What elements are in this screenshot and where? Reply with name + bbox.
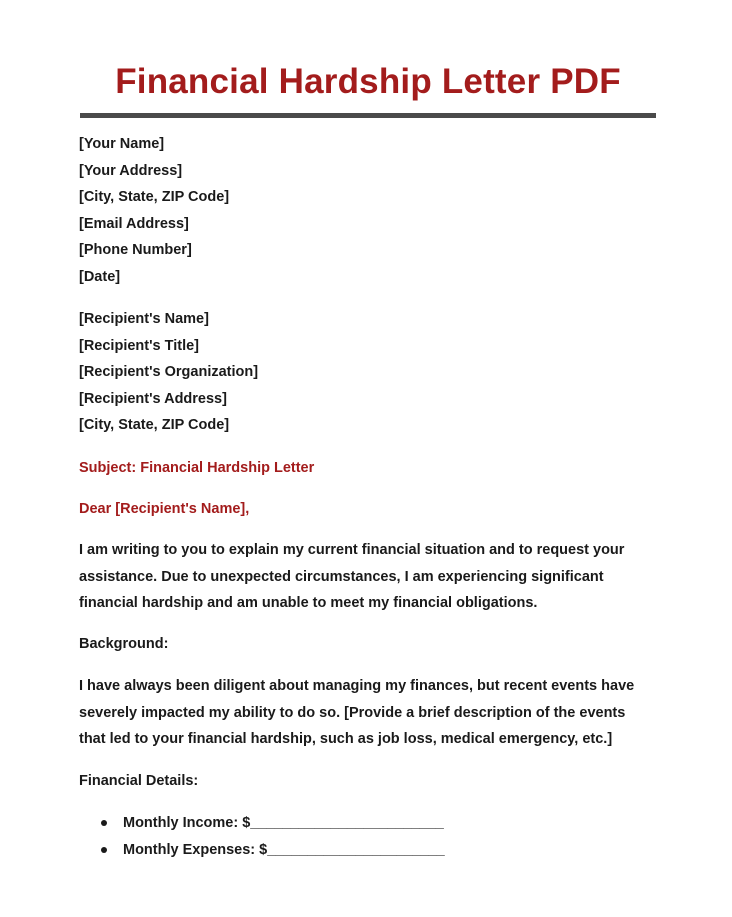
intro-line: assistance. Due to unexpected circumstances, I am experiencing significant <box>79 568 604 585</box>
recipient-title: [Recipient's Title] <box>79 337 200 354</box>
monthly-expenses-field: Monthly Expenses: $______________________ <box>123 841 445 858</box>
title-underline <box>80 113 656 118</box>
list-item <box>79 810 669 837</box>
sender-name: [Your Name] <box>79 136 165 152</box>
recipient-organization: [Recipient's Organization] <box>79 364 259 381</box>
list-item <box>79 837 669 864</box>
subject-line: Subject: Financial Hardship Letter <box>79 460 315 476</box>
document-title: Financial Hardship Letter PDF <box>115 62 621 101</box>
bullet-icon <box>101 847 107 853</box>
background-paragraph <box>79 673 669 753</box>
monthly-income-field: Monthly Income: $________________________ <box>123 815 444 831</box>
background-line: severely impacted my ability to do so. [Provide a brief description of the events <box>79 704 626 721</box>
letter-date: [Date] <box>79 268 121 285</box>
sender-address: [Your Address] <box>79 162 183 179</box>
salutation: Dear [Recipient's Name], <box>79 501 250 517</box>
sender-city-state-zip: [City, State, ZIP Code] <box>79 189 230 206</box>
background-heading: Background: <box>79 636 169 652</box>
background-line: that led to your financial hardship, such as job loss, medical emergency, etc.] <box>79 731 613 748</box>
recipient-block <box>79 306 669 439</box>
recipient-city-state-zip: [City, State, ZIP Code] <box>79 417 230 434</box>
sender-block <box>79 131 669 291</box>
sender-phone: [Phone Number] <box>79 242 192 259</box>
intro-line: I am writing to you to explain my current financial situation and to request your <box>79 542 625 558</box>
sender-email: [Email Address] <box>79 215 189 232</box>
bullet-icon <box>101 820 107 826</box>
background-line: I have always been diligent about managing my finances, but recent events have <box>79 678 635 694</box>
financial-details-list <box>79 810 669 863</box>
recipient-address: [Recipient's Address] <box>79 390 227 407</box>
intro-line: financial hardship and am unable to meet my financial obligations. <box>79 595 538 612</box>
recipient-name: [Recipient's Name] <box>79 311 209 327</box>
intro-paragraph <box>79 537 669 617</box>
financial-details-heading: Financial Details: <box>79 773 199 789</box>
